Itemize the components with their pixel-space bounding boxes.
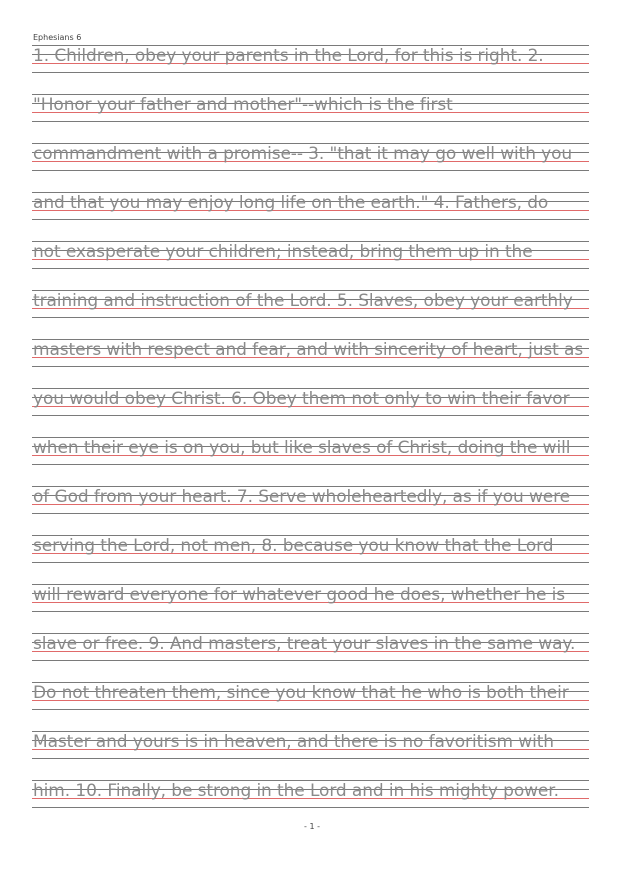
trace-text-line: 1. Children, obey your parents in the Lord, for this is right. 2. — [33, 46, 544, 66]
bottom-guide-line — [32, 72, 589, 73]
practice-row — [32, 192, 589, 220]
bottom-guide-line — [32, 464, 589, 465]
bottom-guide-line — [32, 366, 589, 367]
trace-text-line: training and instruction of the Lord. 5. Slaves, obey your earthly — [33, 291, 573, 311]
page-title: Ephesians 6 — [33, 33, 82, 42]
practice-row — [32, 388, 589, 416]
practice-row — [32, 780, 589, 808]
trace-text-line: slave or free. 9. And masters, treat your slaves in the same way. — [33, 634, 576, 654]
trace-text-line: of God from your heart. 7. Serve wholeheartedly, as if you were — [33, 487, 571, 507]
bottom-guide-line — [32, 758, 589, 759]
trace-text-line: Do not threaten them, since you know that he who is both their — [33, 683, 569, 703]
trace-text-line: when their eye is on you, but like slaves of Christ, doing the will — [33, 438, 571, 458]
bottom-guide-line — [32, 562, 589, 563]
bottom-guide-line — [32, 268, 589, 269]
trace-text-line: masters with respect and fear, and with sincerity of heart, just as — [33, 340, 584, 360]
trace-text-line: commandment with a promise-- 3. "that it may go well with you — [33, 144, 573, 164]
practice-row — [32, 437, 589, 465]
trace-text-line: will reward everyone for whatever good he does, whether he is — [33, 585, 566, 605]
bottom-guide-line — [32, 807, 589, 808]
practice-row — [32, 339, 589, 367]
practice-row — [32, 584, 589, 612]
practice-row — [32, 633, 589, 661]
practice-row — [32, 731, 589, 759]
bottom-guide-line — [32, 317, 589, 318]
practice-row — [32, 682, 589, 710]
trace-text-line: "Honor your father and mother"--which is the first — [33, 95, 453, 115]
practice-row — [32, 94, 589, 122]
handwriting-practice-sheet — [32, 0, 589, 883]
page-number: - 1 - — [304, 822, 320, 831]
bottom-guide-line — [32, 709, 589, 710]
trace-text-line: serving the Lord, not men, 8. because you know that the Lord — [33, 536, 554, 556]
trace-text-line: and that you may enjoy long life on the earth." 4. Fathers, do — [33, 193, 549, 213]
trace-text-line: him. 10. Finally, be strong in the Lord and in his mighty power. — [33, 781, 559, 801]
trace-text-line: Master and yours is in heaven, and there is no favoritism with — [33, 732, 554, 752]
bottom-guide-line — [32, 121, 589, 122]
trace-text-line: you would obey Christ. 6. Obey them not only to win their favor — [33, 389, 570, 409]
bottom-guide-line — [32, 170, 589, 171]
bottom-guide-line — [32, 219, 589, 220]
bottom-guide-line — [32, 415, 589, 416]
practice-row — [32, 290, 589, 318]
bottom-guide-line — [32, 611, 589, 612]
trace-text-line: not exasperate your children; instead, bring them up in the — [33, 242, 533, 262]
practice-row — [32, 241, 589, 269]
practice-row — [32, 535, 589, 563]
practice-row — [32, 45, 589, 73]
practice-row — [32, 486, 589, 514]
practice-row — [32, 143, 589, 171]
bottom-guide-line — [32, 513, 589, 514]
bottom-guide-line — [32, 660, 589, 661]
